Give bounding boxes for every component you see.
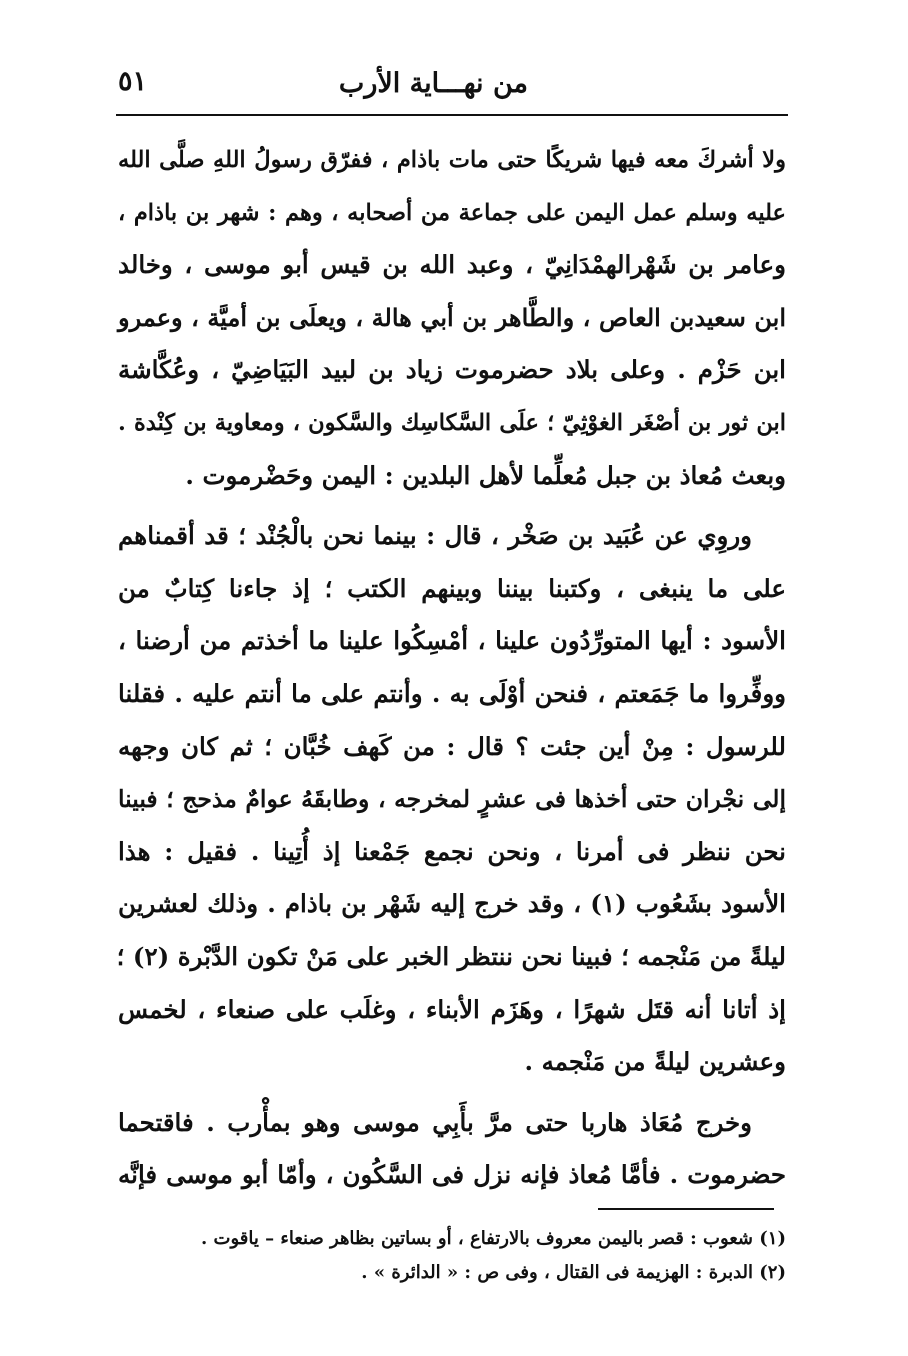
body-text [118,134,786,1202]
text-line: الأسود بشَعُوب (١) ، وقد خرج إليه شَهْر بن باذام . وذلك لعشرين [118,889,786,919]
text-line: وخرج مُعَاذ هاربا حتى مرَّ بأَبِي موسى وهو بمأْرب . فاقتحما [118,1107,752,1137]
text-line: ولا أشركَ معه فيها شريكًا حتى مات باذام ، ففرّق رسولُ اللهِ صلَّى الله [118,147,786,173]
page-header [118,66,790,106]
footnotes [100,1222,786,1290]
text-line: للرسول : مِنْ أين جئت ؟ قال : من كَهف خُبَّان ؛ ثم كان وجهه [118,731,786,761]
header-rule [116,114,788,116]
paragraph-gap [118,1089,786,1097]
text-line: حضرموت . فأمَّا مُعاذ فإنه نزل فى السَّكُون ، وأمّا أبو موسى فإنَّه [118,1160,786,1190]
text-line: وعامر بن شَهْرالهمْدَانِيّ ، وعبد الله بن قيس أبو موسى ، وخالد [118,250,786,280]
text-line: وبعث مُعاذ بن جبل مُعلِّما لأهل البلدين : اليمن وحَضْرموت . [185,460,786,490]
text-line: على ما ينبغى ، وكتبنا بيننا وبينهم الكتب ؛ إذ جاءنا كِتابٌ من [118,573,786,603]
text-line: وروِي عن عُبَيد بن صَخْر ، قال : بينما نحن بالْجُنْد ؛ قد أقمناهم [118,521,752,551]
text-line: ليلةً من مَنْجمه ؛ فبينا نحن ننتظر الخبر على مَنْ تكون الدَّبْرة (٢) ؛ [116,941,786,971]
text-line: ابن حَزْم . وعلى بلاد حضرموت زياد بن لبيد البَيَاضِيّ ، وعُكَّاشة [118,355,786,385]
text-line: عليه وسلم عمل اليمن على جماعة من أصحابه ، وهم : شهر بن باذام ، [118,199,786,226]
footnote: (٢) الدبرة : الهزيمة فى القتال ، وفى ص : « الدائرة » . [361,1262,786,1283]
text-line: نحن ننظر فى أمرنا ، ونحن نجمع جَمْعنا إذ أُتِينا . فقيل : هذا [118,836,786,866]
running-title: من نهـــاية الأرب [338,68,528,99]
text-line: وعشرين ليلةً من مَنْجمه . [524,1047,786,1077]
text-line: إلى نجْران حتى أخذها فى عشرٍ لمخرجه ، وطابقَهُ عوامٌ مذحج ؛ فبينا [118,785,786,814]
paragraph-gap [118,502,786,510]
footnote-rule [598,1208,774,1210]
text-line: ابن سعيدبن العاص ، والطَّاهر بن أبي هالة ، ويعلَى بن أميَّة ، وعمرو [118,302,786,332]
footnote: (١) شعوب : قصر باليمن معروف بالارتفاع ، أو بساتين بظاهر صنعاء – ياقوت . [200,1228,786,1249]
text-line: ابن ثور بن أصْغَر الغوْثِيّ ؛ علَى السَّكاسِك والسَّكون ، ومعاوية بن كِنْدة . [118,409,786,436]
page-number: ٥١ [118,66,148,97]
text-line: إذ أتانا أنه قتَل شهرًا ، وهَزَم الأبناء ، وغلَب على صنعاء ، لخمس [118,994,786,1024]
text-line: ووفِّروا ما جَمَعتم ، فنحن أوْلَى به . وأنتم على ما أنتم عليه . فقلنا [118,678,786,708]
text-line: الأسود : أيها المتورِّدُون علينا ، أمْسِكُوا علينا ما أخذتم من أرضنا ، [118,626,786,656]
